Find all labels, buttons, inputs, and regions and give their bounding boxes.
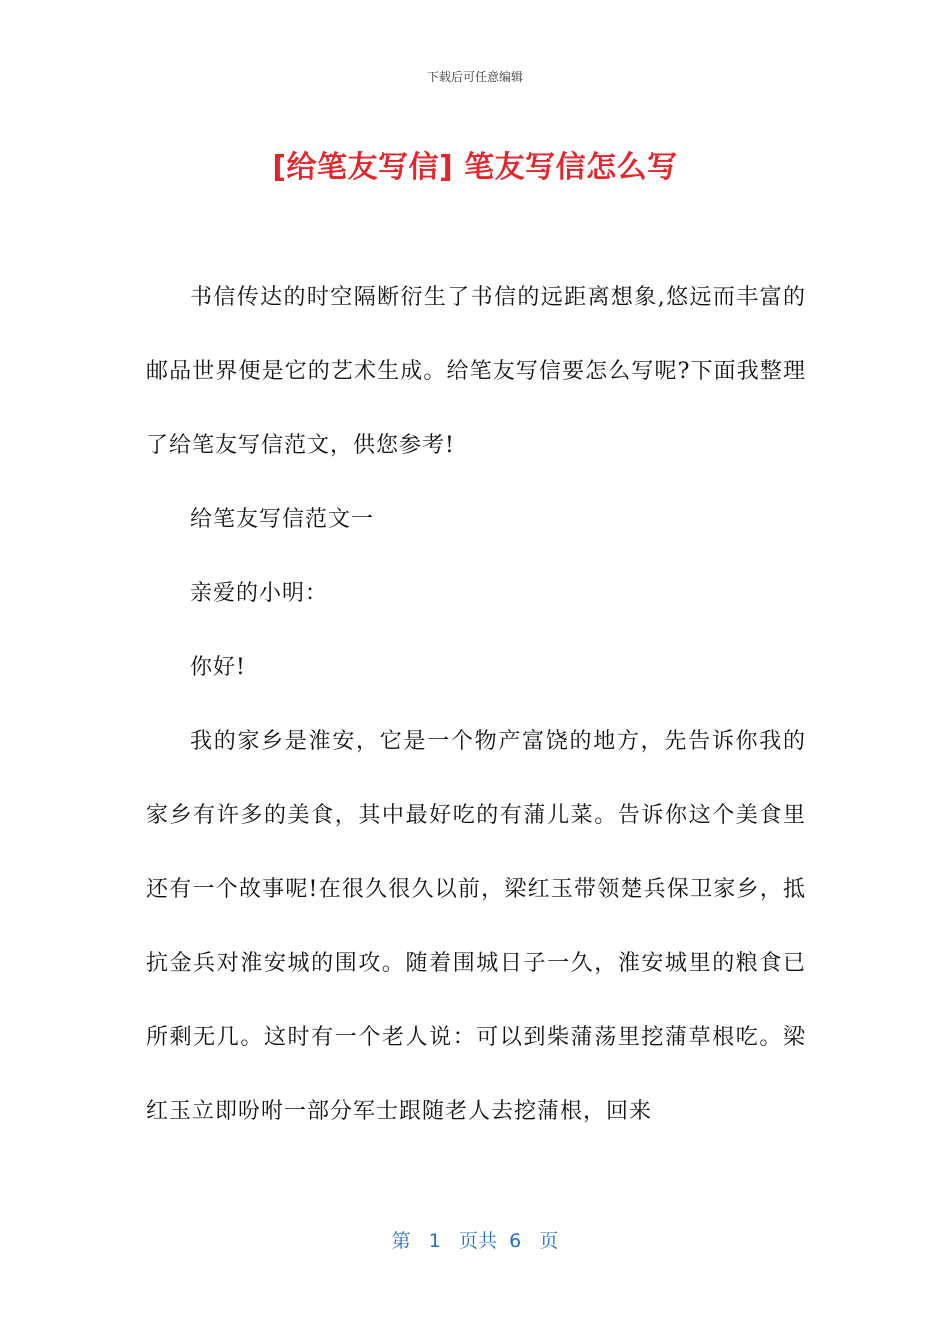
paragraph-greeting: 你好! xyxy=(190,655,246,680)
paragraph-intro: 书信传达的时空隔断衍生了书信的远距离想象,悠远而丰富的邮品世界便是它的艺术生成。给笔友写信要怎么写呢?下面我整理了给笔友写信范文，供您参考! xyxy=(146,285,806,458)
paragraph-salutation: 亲爱的小明： xyxy=(190,581,329,606)
page-number-footer xyxy=(0,1226,950,1253)
total-pages-number: 6 xyxy=(509,1230,522,1252)
page-prefix: 第 xyxy=(391,1230,411,1252)
paragraph-section-heading: 给笔友写信范文一 xyxy=(190,507,375,532)
page-middle: 页共 xyxy=(459,1230,498,1252)
document-body xyxy=(146,261,806,1149)
document-title: [给笔友写信] 笔友写信怎么写 xyxy=(272,150,678,185)
page-suffix: 页 xyxy=(539,1230,559,1252)
paragraph-letter-body: 我的家乡是淮安，它是一个物产富饶的地方，先告诉你我的家乡有许多的美食，其中最好吃的有蒲儿菜。告诉你这个美食里还有一个故事呢!在很久很久以前，梁红玉带领楚兵保卫家乡，抵抗金兵对淮安城的围攻。随着围城日子一久，淮安城里的粮食已所剩无几。这时有一个老人说：可以到柴蒲荡里挖蒲草根吃。梁红玉立即吩咐一部分军士跟随老人去挖蒲根，回来 xyxy=(146,729,806,1124)
current-page-number: 1 xyxy=(428,1230,441,1252)
header-note: 下载后可任意编辑 xyxy=(426,70,523,84)
